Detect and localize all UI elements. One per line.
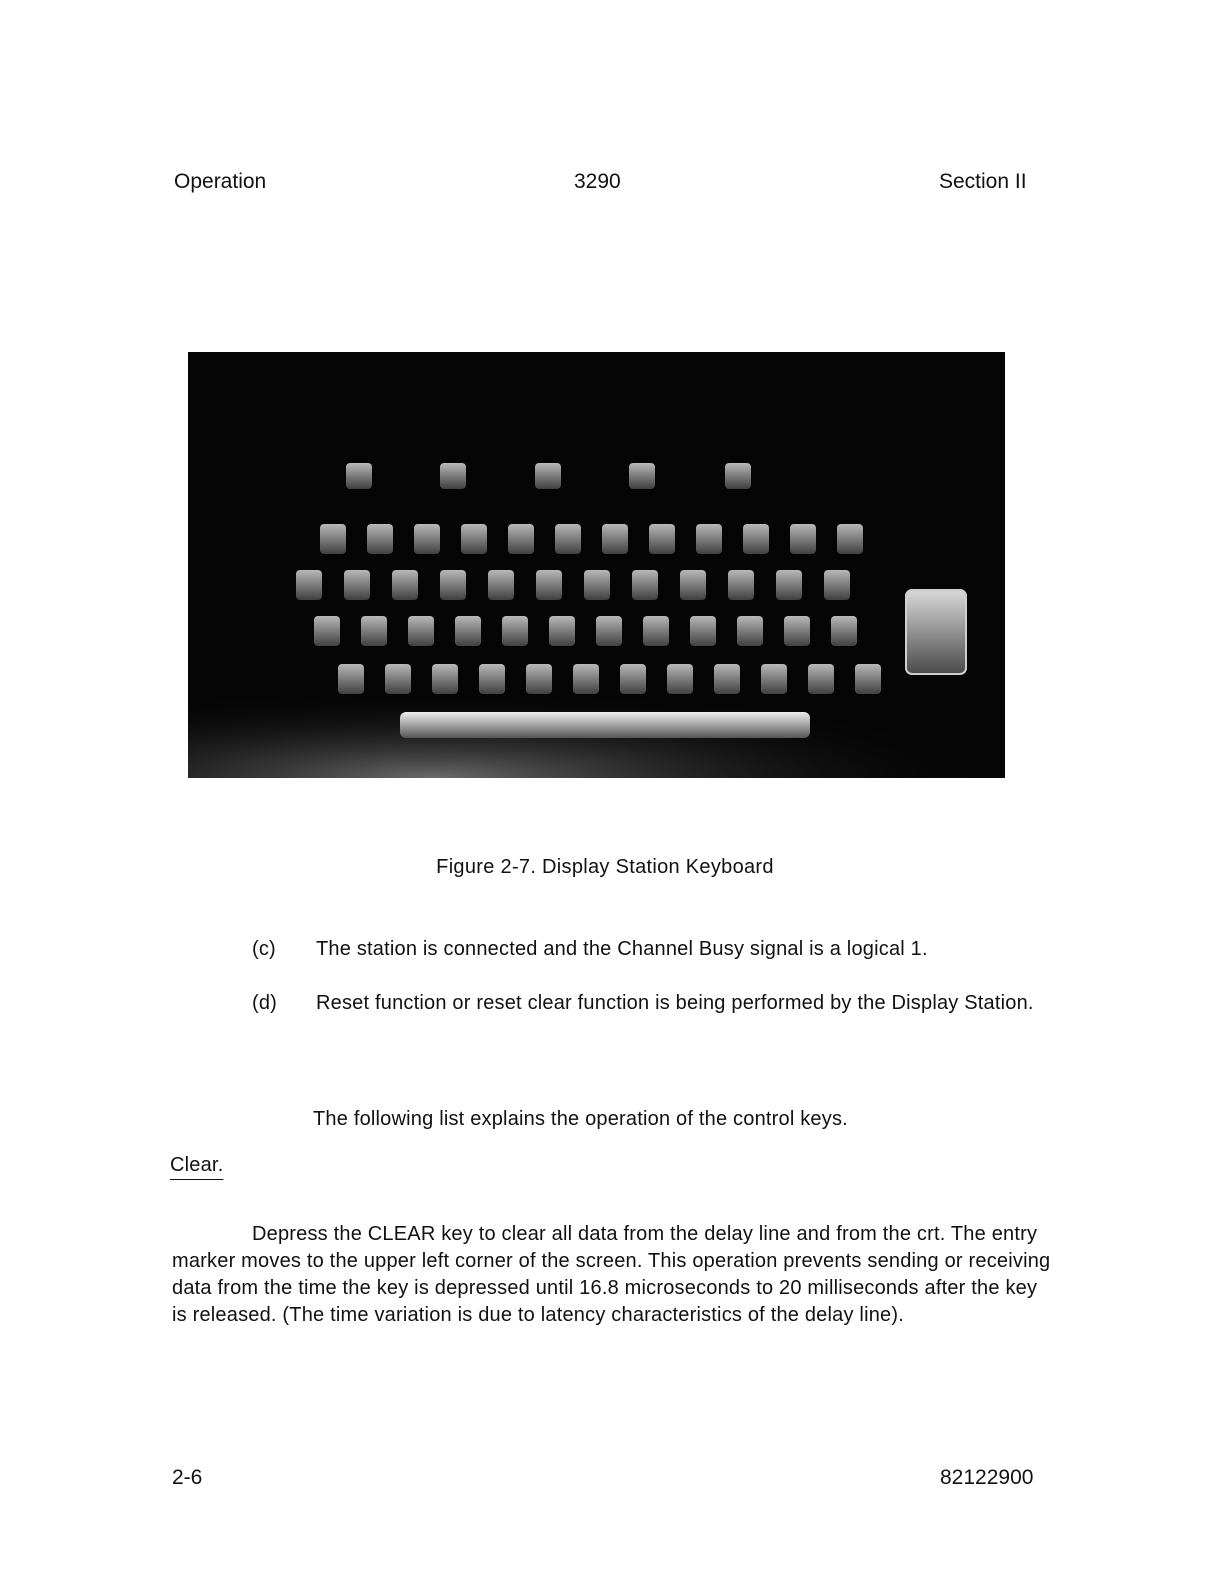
document-number: 82122900 (940, 1466, 1034, 1489)
home-row-key (361, 616, 387, 646)
letter-row-key (536, 570, 562, 600)
number-row-key (508, 524, 534, 554)
letter-row-key (632, 570, 658, 600)
number-row-key (414, 524, 440, 554)
bottom-row-key (479, 664, 505, 694)
number-row-key (320, 524, 346, 554)
bottom-row-key (808, 664, 834, 694)
bottom-row-key (714, 664, 740, 694)
function-key-4 (629, 463, 655, 489)
bottom-row-key (667, 664, 693, 694)
letter-row-key (488, 570, 514, 600)
bottom-row-key (432, 664, 458, 694)
number-row-key (461, 524, 487, 554)
number-row-key (367, 524, 393, 554)
home-row-key (784, 616, 810, 646)
home-row-key (690, 616, 716, 646)
keyboard-photo (188, 352, 1005, 778)
list-item-text-c: The station is connected and the Channel Busy signal is a logical 1. (316, 938, 928, 960)
header-model-number: 3290 (574, 170, 621, 193)
bottom-row-key (620, 664, 646, 694)
letter-row-key (296, 570, 322, 600)
list-item-label-d: (d) (252, 992, 278, 1014)
bottom-row-key (526, 664, 552, 694)
letter-row-key (440, 570, 466, 600)
figure-caption: Figure 2-7. Display Station Keyboard (436, 856, 774, 878)
function-key-2 (440, 463, 466, 489)
home-row-key (314, 616, 340, 646)
return-key (906, 590, 966, 674)
clear-paragraph: Depress the CLEAR key to clear all data from the delay line and from the crt. The entry marker moves to the upper left corner of the screen. This operation prevents sending or receiving data from the time the key is depressed until 16.8 microseconds to 20 milliseconds after the key is released. (The time variation is due to latency characteristics of the delay line). (172, 1223, 1051, 1326)
home-row-key (737, 616, 763, 646)
number-row-key (555, 524, 581, 554)
bottom-row-key (855, 664, 881, 694)
section-heading-clear: Clear. (170, 1154, 224, 1176)
letter-row-key (680, 570, 706, 600)
function-key-1 (346, 463, 372, 489)
function-key-3 (535, 463, 561, 489)
letter-row-key (824, 570, 850, 600)
list-item-label-c: (c) (252, 938, 276, 960)
letter-row-key (776, 570, 802, 600)
number-row-key (696, 524, 722, 554)
bottom-row-key (385, 664, 411, 694)
number-row-key (837, 524, 863, 554)
letter-row-key (344, 570, 370, 600)
number-row-key (649, 524, 675, 554)
page-number: 2-6 (172, 1466, 203, 1489)
letter-row-key (584, 570, 610, 600)
bottom-row-key (573, 664, 599, 694)
bottom-row-key (338, 664, 364, 694)
header-section-name: Operation (174, 170, 267, 193)
header-section-number: Section II (939, 170, 1027, 193)
number-row-key (790, 524, 816, 554)
number-row-key (743, 524, 769, 554)
home-row-key (455, 616, 481, 646)
home-row-key (831, 616, 857, 646)
home-row-key (549, 616, 575, 646)
bottom-row-key (761, 664, 787, 694)
letter-row-key (728, 570, 754, 600)
home-row-key (502, 616, 528, 646)
home-row-key (596, 616, 622, 646)
function-key-5 (725, 463, 751, 489)
home-row-key (643, 616, 669, 646)
letter-row-key (392, 570, 418, 600)
intro-sentence: The following list explains the operation of the control keys. (313, 1108, 848, 1130)
home-row-key (408, 616, 434, 646)
list-item-text-d: Reset function or reset clear function is being performed by the Display Station. (316, 992, 1034, 1014)
space-bar (400, 712, 810, 738)
number-row-key (602, 524, 628, 554)
